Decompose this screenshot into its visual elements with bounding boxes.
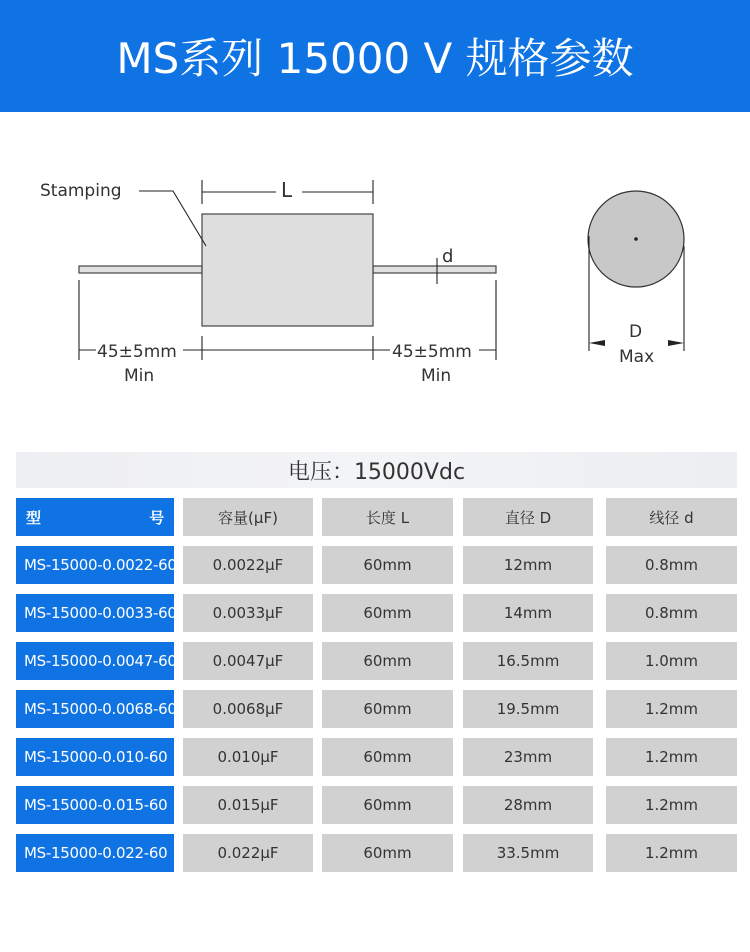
lead-diameter-cell: 1.2mm — [606, 834, 737, 872]
capacitance-cell: 0.0022μF — [183, 546, 313, 584]
capacitance-cell: 0.015μF — [183, 786, 313, 824]
model-cell: MS-15000-0.015-60 — [16, 786, 174, 824]
header-model-right: 号 — [149, 508, 164, 527]
diameter-cell: 14mm — [463, 594, 593, 632]
length-cell: 60mm — [322, 546, 453, 584]
stamping-label: Stamping — [40, 181, 122, 201]
lead-diameter-label: d — [442, 246, 454, 267]
length-cell: 60mm — [322, 738, 453, 776]
capacitance-cell: 0.022μF — [183, 834, 313, 872]
header-length: 长度 L — [322, 498, 453, 536]
diameter-label: D — [629, 322, 643, 342]
model-cell: MS-15000-0.0022-60 — [16, 546, 174, 584]
capacitance-cell: 0.0033μF — [183, 594, 313, 632]
length-cell: 60mm — [322, 594, 453, 632]
model-cell: MS-15000-0.0033-60 — [16, 594, 174, 632]
lead-diameter-cell: 1.2mm — [606, 690, 737, 728]
header-lead-diameter: 线径 d — [606, 498, 737, 536]
diameter-cell: 28mm — [463, 786, 593, 824]
capacitance-cell: 0.0068μF — [183, 690, 313, 728]
header-model — [16, 498, 174, 536]
model-cell: MS-15000-0.0068-60 — [16, 690, 174, 728]
model-cell: MS-15000-0.010-60 — [16, 738, 174, 776]
length-cell: 60mm — [322, 642, 453, 680]
diameter-cell: 33.5mm — [463, 834, 593, 872]
length-label: L — [281, 178, 293, 202]
left-lead-min-label: Min — [124, 366, 155, 386]
page-header — [0, 0, 750, 112]
length-cell: 60mm — [322, 786, 453, 824]
page-title: MS系列 15000 V 规格参数 — [116, 34, 634, 83]
capacitance-cell: 0.010μF — [183, 738, 313, 776]
capacitance-cell: 0.0047μF — [183, 642, 313, 680]
voltage-label: 电压：15000Vdc — [287, 459, 466, 485]
lead-diameter-cell: 0.8mm — [606, 594, 737, 632]
capacitor-dimension-diagram — [0, 120, 750, 440]
lead-diameter-cell: 1.0mm — [606, 642, 737, 680]
lead-diameter-cell: 0.8mm — [606, 546, 737, 584]
side-view-drawing — [79, 180, 496, 360]
lead-diameter-cell: 1.2mm — [606, 786, 737, 824]
right-lead-length-label: 45±5mm — [392, 342, 472, 362]
length-cell: 60mm — [322, 690, 453, 728]
left-lead-length-label: 45±5mm — [97, 342, 177, 362]
diameter-max-label: Max — [619, 347, 655, 367]
length-cell: 60mm — [322, 834, 453, 872]
diameter-cell: 12mm — [463, 546, 593, 584]
model-cell: MS-15000-0.0047-60 — [16, 642, 174, 680]
diameter-cell: 23mm — [463, 738, 593, 776]
right-lead-min-label: Min — [421, 366, 452, 386]
voltage-banner — [16, 452, 737, 488]
header-model-left: 型 — [26, 508, 41, 527]
diameter-cell: 16.5mm — [463, 642, 593, 680]
lead-diameter-cell: 1.2mm — [606, 738, 737, 776]
header-capacitance: 容量(μF) — [183, 498, 313, 536]
capacitor-body-shape — [202, 214, 373, 326]
diameter-cell: 19.5mm — [463, 690, 593, 728]
model-cell: MS-15000-0.022-60 — [16, 834, 174, 872]
header-diameter: 直径 D — [463, 498, 593, 536]
